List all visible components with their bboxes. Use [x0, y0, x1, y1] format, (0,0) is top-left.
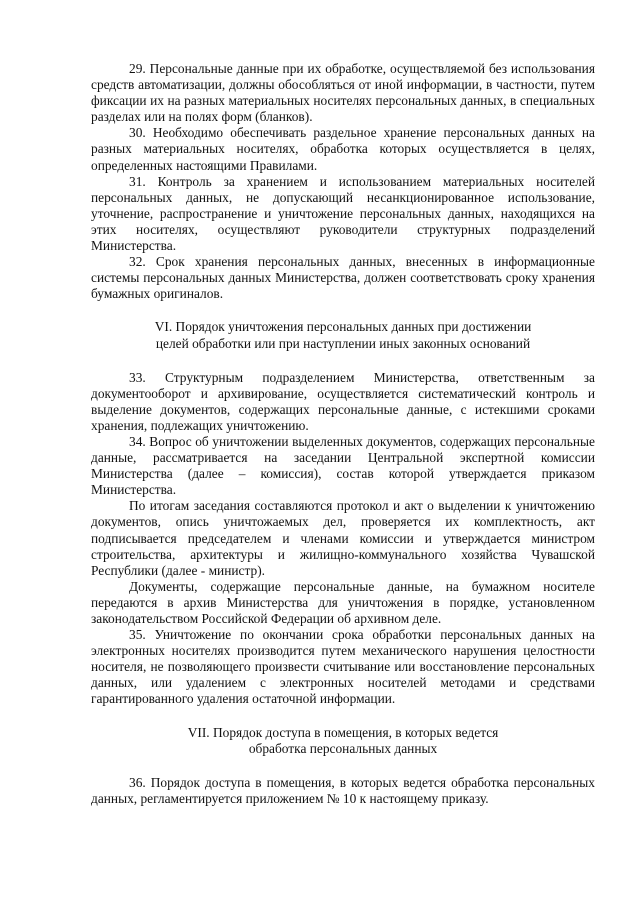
spacer	[91, 757, 595, 775]
paragraph-32: 32. Срок хранения персональных данных, внесенных в информационные системы персональных данных Министерства, должен соответствовать сроку хранения бумажных оригиналов.	[91, 254, 595, 302]
spacer	[91, 708, 595, 725]
spacer	[91, 352, 595, 370]
section-6-heading-line-1: VI. Порядок уничтожения персональных данных при достижении	[154, 319, 532, 335]
paragraph-33: 33. Структурным подразделением Министерства, ответственным за документооборот и архивирование, осуществляется систематический контроль и выделение документов, содержащих персональные данные, с истекшими сроками хранения, подлежащих уничтожению.	[91, 369, 595, 433]
paragraph-34-protocol: По итогам заседания составляются протокол и акт о выделении к уничтожению документов, опись уничтожаемых дел, проверяется их комплектность, акт подписывается председателем и членами комиссии и утверждается министром строительства, архитектуры и жилищно-коммунального хозяйства Чувашской Республики (далее - министр).	[91, 498, 595, 578]
paragraph-35: 35. Уничтожение по окончании срока обработки персональных данных на электронных носителях производится путем механического нарушения целостности носителя, не позволяющего произвести считывание или восстановление персональных данных, или удалением с электронных носителей методами и средствами гарантированного удаления остаточной информации.	[91, 627, 595, 707]
section-7-heading-line-1: VII. Порядок доступа в помещения, в которых ведется	[187, 724, 499, 740]
paragraph-34: 34. Вопрос об уничтожении выделенных документов, содержащих персональные данные, рассматривается на заседании Центральной экспертной комиссии Министерства (далее – комиссия), состав которой утверждается приказом Министерства.	[91, 433, 595, 498]
section-6-heading-line-2: целей обработки или при наступлении иных законных оснований	[155, 335, 531, 351]
section-7-heading-line-2: обработка персональных данных	[248, 740, 438, 756]
section-7-heading	[91, 725, 595, 757]
document-page	[91, 61, 595, 807]
section-6-heading	[91, 319, 595, 351]
paragraph-36: 36. Порядок доступа в помещения, в которых ведется обработка персональных данных, регламентируется приложением № 10 к настоящему приказу.	[91, 774, 595, 806]
spacer	[91, 302, 595, 319]
paragraph-34-archive: Документы, содержащие персональные данные, на бумажном носителе передаются в архив Министерства для уничтожения в порядке, установленном законодательством Российской Федерации об архивном деле.	[91, 578, 595, 626]
paragraph-31: 31. Контроль за хранением и использованием материальных носителей персональных данных, не допускающий несанкционированное использование, уточнение, распространение и уничтожение персональных данных, находящихся на этих носителях, осуществляют руководители структурных подразделений Министерства.	[91, 173, 595, 254]
paragraph-29: 29. Персональные данные при их обработке, осуществляемой без использования средств автоматизации, должны обособляться от иной информации, в частности, путем фиксации их на разных материальных носителях персональных данных, в специальных разделах или на полях форм (бланков).	[91, 61, 595, 125]
paragraph-30: 30. Необходимо обеспечивать раздельное хранение персональных данных на разных материальных носителях, обработка которых осуществляется в целях, определенных настоящими Правилами.	[91, 125, 595, 173]
